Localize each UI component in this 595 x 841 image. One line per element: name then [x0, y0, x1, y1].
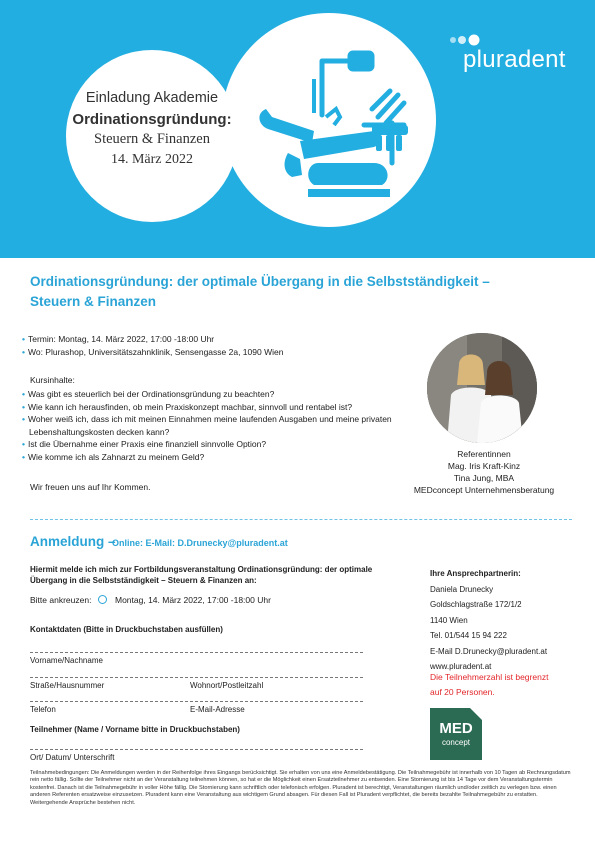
kurs-item: Ist die Übernahme einer Praxis eine finanziell sinnvolle Option?	[27, 439, 267, 449]
statement-line: Übergang in die Selbstständigkeit – Steuern & Finanzen an:	[30, 576, 257, 585]
statement-line: Hiermit melde ich mich zur Fortbildungsveranstaltung Ordinationsgründung: der optimale	[30, 565, 373, 574]
name-field[interactable]	[30, 652, 363, 653]
speakers-label: Referentinnen	[457, 449, 511, 459]
logo-word-med: MED	[439, 720, 473, 737]
kursinhalte-heading: Kursinhalte:	[30, 375, 75, 385]
phone-field-label: Telefon	[30, 705, 56, 714]
speakers-photo	[427, 333, 537, 443]
logo-corner	[470, 708, 482, 720]
limit-line: auf 20 Personen.	[430, 687, 495, 697]
tick-label: Bitte ankreuzen:	[30, 595, 92, 605]
registration-heading: Anmeldung –	[30, 534, 116, 549]
event-title	[30, 272, 570, 312]
event-details	[22, 333, 382, 358]
contact-person	[430, 566, 590, 675]
contact-data-heading: Kontaktdaten (Bitte in Druckbuchstaben ausfüllen)	[30, 625, 223, 634]
list-item: • Woher weiß ich, dass ich mit meinen Einnahmen meine laufenden Ausgaben und meine privaten Lebenshaltungskosten decken kann?	[22, 414, 392, 437]
header-date: 14. März 2022	[110, 152, 194, 167]
contact-city: 1140 Wien	[430, 615, 468, 625]
speakers-info	[400, 448, 568, 496]
speaker-company: MEDconcept Unternehmensberatung	[413, 485, 555, 495]
location-text: Wo: Plurashop, Universitätszahnklinik, Sensengasse 2a, 1090 Wien	[27, 346, 284, 357]
title-line-1: Ordinationsgründung: der optimale Übergang in die Selbstständigkeit –	[30, 274, 490, 289]
speaker-name: Mag. Iris Kraft-Kinz	[447, 461, 521, 471]
limit-line: Die Teilnehmerzahl ist begrenzt	[430, 672, 549, 682]
closing-text: Wir freuen uns auf Ihr Kommen.	[30, 482, 151, 492]
title-line-2: Steuern & Finanzen	[30, 294, 157, 309]
medconcept-logo	[430, 708, 482, 760]
dental-chair-icon	[222, 13, 436, 227]
signature-field[interactable]	[30, 749, 363, 750]
participant-heading: Teilnehmer (Name / Vorname bitte in Druckbuchstaben)	[30, 725, 240, 734]
list-item: • Wo: Plurashop, Universitätszahnklinik, Sensengasse 2a, 1090 Wien	[22, 346, 284, 357]
contact-email[interactable]: E-Mail D.Drunecky@pluradent.at	[430, 646, 548, 656]
list-item: • Was gibt es steuerlich bei der Ordinationsgründung zu beachten?	[22, 389, 275, 399]
logo-word-concept: concept	[441, 738, 471, 747]
name-field-label: Vorname/Nachname	[30, 656, 103, 665]
illustration-circle	[222, 13, 436, 227]
participant-limit-notice	[430, 670, 580, 700]
kurs-item: Wie komme ich als Zahnarzt zu meinem Geld?	[27, 451, 205, 462]
termin-text: Termin: Montag, 14. März 2022, 17:00 -18:00 Uhr	[27, 334, 215, 344]
registration-email[interactable]: Online: E-Mail: D.Drunecky@pluradent.at	[112, 538, 288, 548]
phone-email-field[interactable]	[30, 701, 363, 702]
kurs-item: Wie kann ich herausfinden, ob mein Praxiskonzept machbar, sinnvoll und rentabel ist?	[27, 401, 353, 412]
contact-name: Daniela Drunecky	[430, 584, 494, 594]
pluradent-logo: pluradent	[463, 46, 566, 73]
kurs-item: Was gibt es steuerlich bei der Ordinationsgründung zu beachten?	[27, 389, 275, 399]
registration-statement	[30, 564, 380, 586]
date-option-radio[interactable]	[98, 595, 107, 604]
city-field-label: Wohnort/Postleitzahl	[190, 681, 264, 690]
header-line-2: Ordinationsgründung:	[72, 111, 232, 128]
email-field-label: E-Mail-Adresse	[190, 705, 245, 714]
speakers-image	[427, 333, 537, 443]
header-line-3: Steuern & Finanzen	[94, 131, 210, 147]
kurs-item: Woher weiß ich, dass ich mit meinen Einnahmen meine laufenden Ausgaben und meine privaten Lebenshaltungskosten decken kann?	[27, 414, 392, 437]
contact-street: Goldschlagstraße 172/1/2	[430, 600, 522, 609]
kursinhalte-list	[22, 388, 392, 463]
street-field-label: Straße/Hausnummer	[30, 681, 105, 690]
header-line-1: Einladung Akademie	[85, 90, 219, 106]
pluradent-logo-icon	[450, 33, 490, 47]
speaker-name: Tina Jung, MBA	[453, 473, 515, 483]
contact-website[interactable]: www.pluradent.at	[430, 662, 492, 671]
contact-phone: Tel. 01/544 15 94 222	[430, 631, 507, 640]
contact-heading: Ihre Ansprechpartnerin:	[430, 569, 521, 578]
divider	[30, 519, 572, 520]
list-item: • Wie komme ich als Zahnarzt zu meinem Geld?	[22, 451, 205, 462]
address-field[interactable]	[30, 677, 363, 678]
terms-fineprint: Teilnahmebedingungen: Die Anmeldungen werden in der Reihenfolge ihres Eingangs berücksichtigt. Sie erhalten von uns eine Anmeldebestätigung. Die Teilnahmegebühr ist innerhalb von 10 Tagen ab Rechnungsdatum rein netto fällig. Sollte der Teilnehmer nicht an der Veranstaltung teilnehmen können, so hat er die Möglichkeit einen Ersatzteilnehmer zu entsenden. Eine Stornierung ist bis 14 Tage vor dem Veranstaltungstermin kostenfrei. Danach ist die Teilnahmegebühr in voller Höhe fällig. Die Stornierung kann schriftlich oder telefonisch erfolgen. Pluradent ist berechtigt, Veranstaltungen räumlich und/oder zeitlich zu verlegen bzw. einen anderen Referenten ersatzweise einzusetzen. Pluradent kann eine Veranstaltung aus wichtigem Grund absagen. Für diesen Fall ist Pluradent verpflichtet, die bereits bezahlte Teilnahmegebühr zu erstatten. Weitergehende Ansprüche bestehen nicht.	[30, 770, 571, 806]
list-item: • Wie kann ich herausfinden, ob mein Praxiskonzept machbar, sinnvoll und rentabel ist?	[22, 401, 353, 412]
list-item: • Termin: Montag, 14. März 2022, 17:00 -18:00 Uhr	[22, 334, 215, 344]
list-item: • Ist die Übernahme einer Praxis eine finanziell sinnvolle Option?	[22, 439, 267, 449]
date-option-label: Montag, 14. März 2022, 17:00 -18:00 Uhr	[115, 595, 271, 605]
signature-field-label: Ort/ Datum/ Unterschrift	[30, 753, 115, 762]
